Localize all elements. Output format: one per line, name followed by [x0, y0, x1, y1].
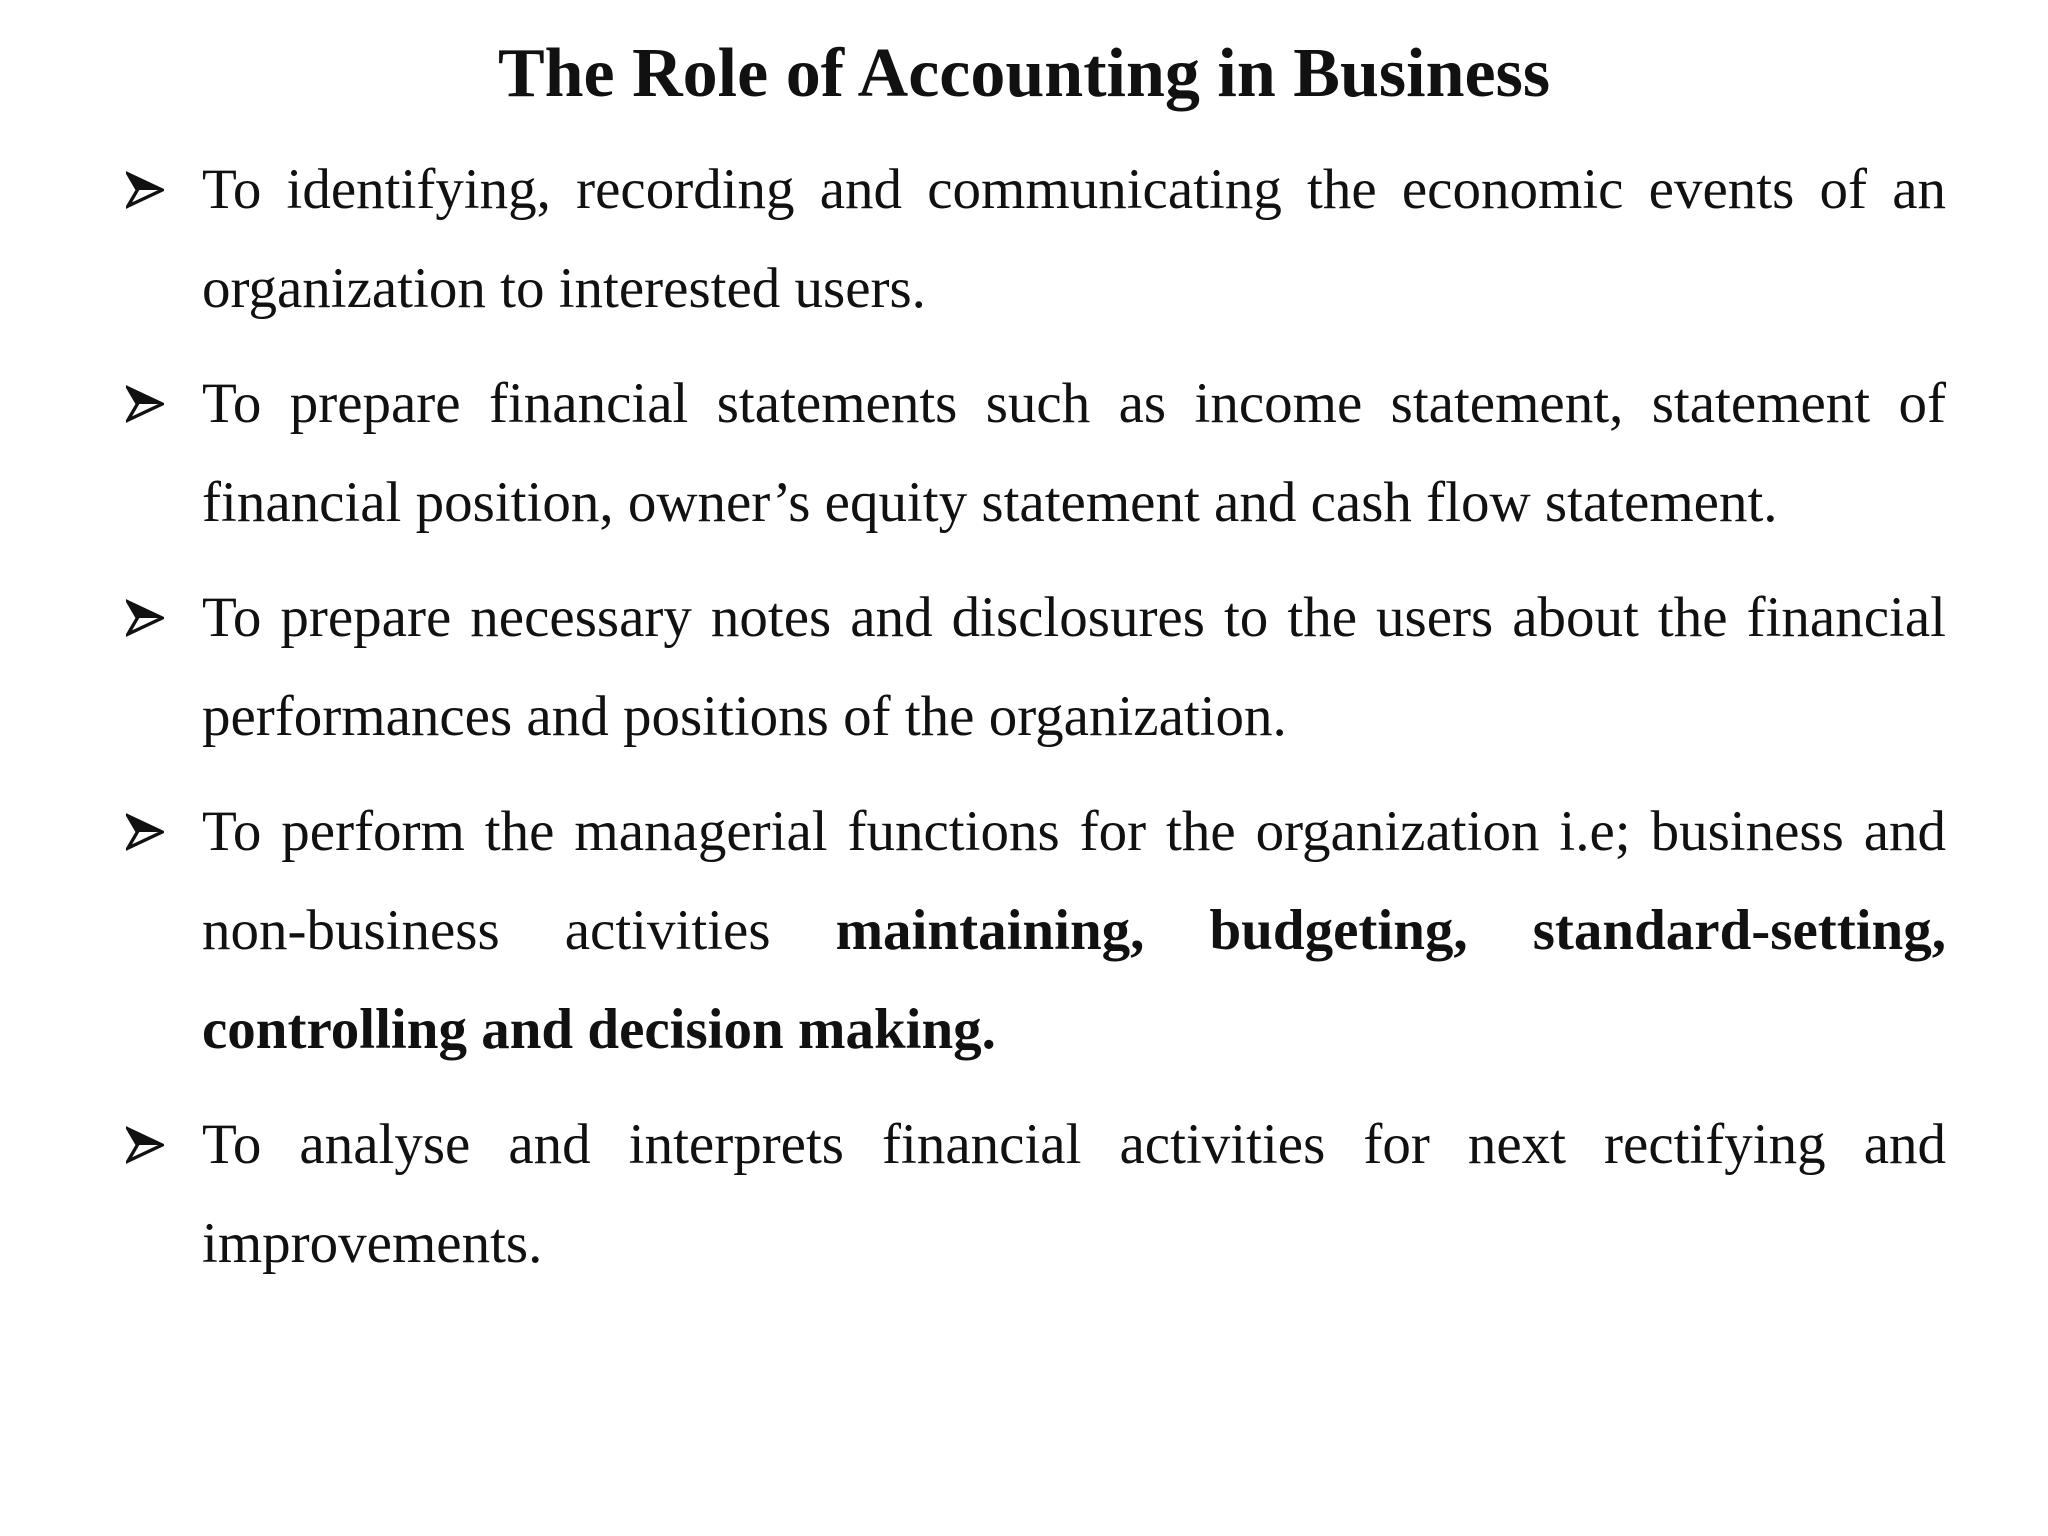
arrowhead-bullet-icon: [126, 140, 166, 239]
bullet-item: [126, 1095, 1946, 1293]
bullet-text: To identifying, recording and communicating the economic events of an organization to interested users.: [202, 158, 1946, 320]
arrowhead-bullet-icon: [126, 782, 166, 881]
slide-title: The Role of Accounting in Business: [497, 35, 1551, 112]
bullet-text: To analyse and interprets financial activities for next rectifying and improvements.: [202, 1113, 1946, 1275]
arrowhead-bullet-icon: [126, 1095, 166, 1194]
bullet-item: [126, 140, 1946, 338]
bullet-item: [126, 782, 1946, 1079]
bullet-text: To perform the managerial functions for the organization i.e; business and non-business activities: [202, 800, 1946, 962]
bullet-item: [126, 354, 1946, 552]
bullet-item: [126, 568, 1946, 766]
arrowhead-bullet-icon: [126, 354, 166, 453]
bullet-text: To prepare financial statements such as income statement, statement of financial position, owner’s equity statement and cash flow statement.: [202, 372, 1946, 534]
bullet-bold-text: maintaining, budgeting, standard-setting, controlling and decision making.: [202, 899, 1946, 1061]
bullet-text: To prepare necessary notes and disclosures to the users about the financial performances and positions of the organization.: [202, 586, 1946, 748]
arrowhead-bullet-icon: [126, 568, 166, 667]
bullet-list: [126, 140, 1946, 1309]
